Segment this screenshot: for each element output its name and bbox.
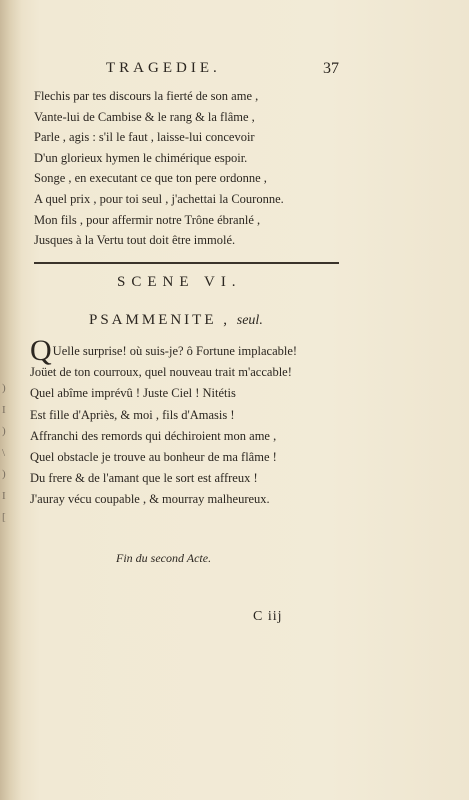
scene-verse-block	[30, 334, 298, 511]
verse-line: A quel prix , pour toi seul , j'achettai la Couronne.	[34, 191, 284, 206]
top-verse-block	[34, 86, 284, 251]
gutter-mark: [	[2, 511, 6, 523]
verse-line: Affranchi des remords qui déchiroient mon ame ,	[30, 428, 277, 443]
gutter-bleed-through	[2, 378, 12, 529]
page-number: 37	[323, 60, 339, 77]
drop-cap: Q	[30, 334, 52, 367]
verse-line: Quel obstacle je trouve au bonheur de ma flâme !	[30, 450, 277, 465]
signature-mark: C iij	[253, 609, 283, 624]
verse-line: Vante-lui de Cambise & le rang & la flâme ,	[34, 109, 255, 124]
act-end-note: Fin du second Acte.	[116, 551, 212, 565]
running-head	[0, 58, 469, 82]
verse-line: Jusques à la Vertu tout doit être immolé.	[34, 233, 236, 248]
gutter-mark: )	[2, 382, 6, 394]
speaker-heading	[89, 312, 263, 329]
speaker-name: PSAMMENITE ,	[89, 312, 231, 328]
verse-line: Est fille d'Apriès, & moi , fils d'Amasis !	[30, 407, 235, 422]
verse-line: J'auray vécu coupable , & mourray malheureux.	[30, 492, 270, 507]
gutter-mark: )	[2, 468, 6, 480]
verse-line: Songe , en executant ce que ton pere ordonne ,	[34, 171, 267, 186]
verse-line: Mon fils , pour affermir notre Trône ébranlé ,	[34, 212, 261, 227]
gutter-mark: I	[2, 489, 6, 502]
gutter-mark: \	[2, 446, 6, 459]
scene-heading: SCENE VI.	[117, 274, 242, 290]
running-title: TRAGEDIE.	[106, 60, 221, 76]
verse-line: Parle , agis : s'il le faut , laisse-lui concevoir	[34, 130, 255, 145]
gutter-mark: I	[2, 403, 6, 416]
stage-direction: seul.	[236, 313, 263, 328]
verse-line: Quel abîme imprévû ! Juste Ciel ! Nitétis	[30, 386, 236, 401]
first-line-text: Uelle surprise! où suis-je? ô Fortune implacable!	[52, 344, 298, 358]
verse-line: D'un glorieux hymen le chimérique espoir.	[34, 150, 248, 165]
verse-line: Du frere & de l'amant que le sort est affreux !	[30, 471, 258, 486]
gutter-mark: )	[2, 425, 6, 437]
section-rule	[34, 262, 339, 264]
verse-line: Flechis par tes discours la fierté de son ame ,	[34, 89, 259, 103]
verse-line	[30, 334, 298, 367]
verse-line: Joüet de ton courroux, quel nouveau trait m'accable!	[30, 365, 292, 380]
